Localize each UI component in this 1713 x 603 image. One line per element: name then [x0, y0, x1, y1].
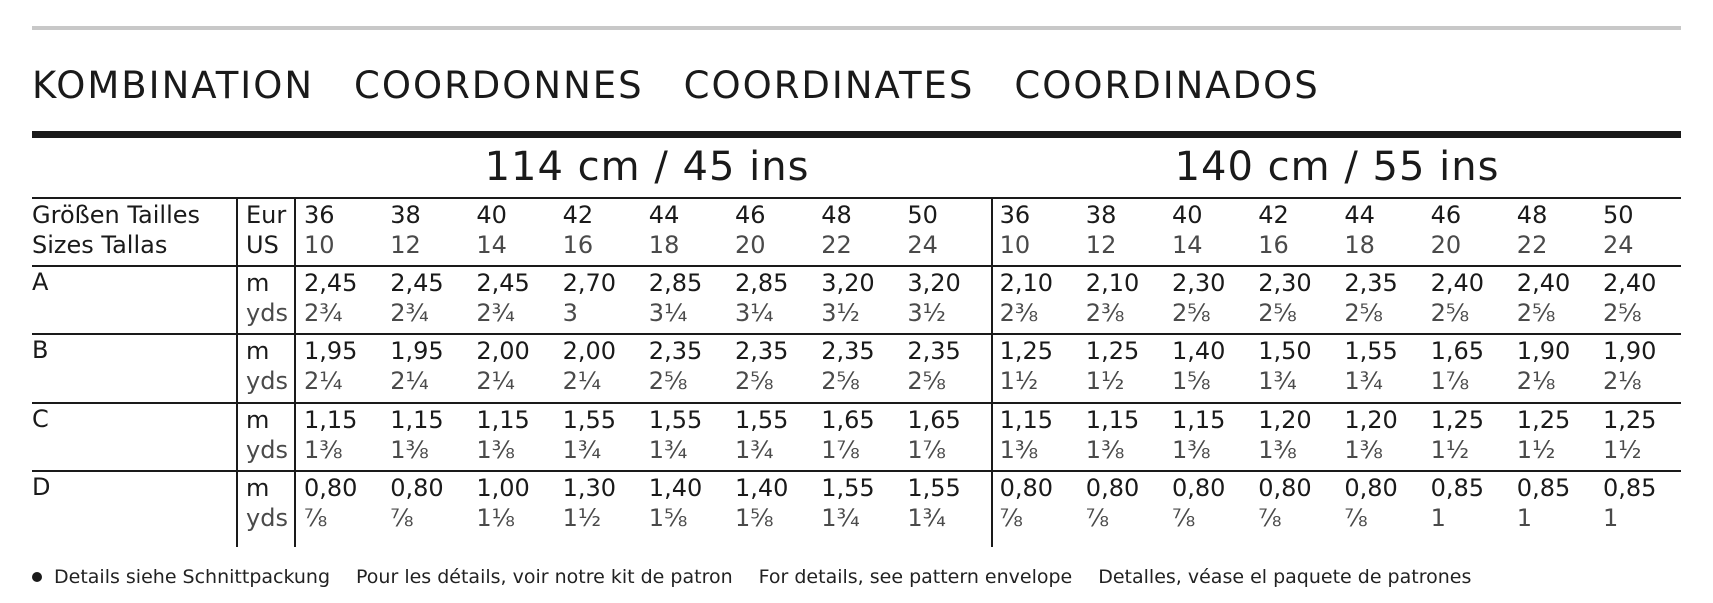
yardage-yards: 1⅜	[390, 436, 429, 464]
size-eur: 46	[1430, 201, 1462, 229]
yardage-meters: 2,40	[1603, 269, 1657, 297]
row-divider	[32, 470, 1681, 472]
yardage-meters: 0,80	[999, 474, 1054, 502]
size-eur: 50	[1603, 201, 1634, 229]
size-eur: 42	[562, 201, 594, 229]
yardage-yards: 2⅝	[1258, 299, 1297, 327]
size-us: 12	[1085, 231, 1117, 259]
size-us: 16	[562, 231, 594, 259]
size-label-line2: Sizes Tallas	[32, 231, 168, 259]
size-eur: 40	[1172, 201, 1203, 229]
yardage-meters: 1,00	[476, 474, 530, 502]
label-column-divider	[236, 197, 238, 547]
unit-m: m	[246, 269, 270, 297]
yardage-yards: 1¾	[735, 436, 774, 464]
yardage-meters: 1,40	[1172, 337, 1226, 365]
yardage-meters: 2,10	[1085, 269, 1140, 297]
yardage-yards: 1½	[562, 504, 602, 532]
yardage-yards: 1½	[1516, 436, 1556, 464]
title-en: COORDINATES	[683, 64, 975, 107]
bullet-icon	[32, 572, 42, 582]
yardage-meters: 1,15	[1172, 406, 1226, 434]
yardage-yards: 1⅞	[821, 436, 860, 464]
size-us: 24	[1603, 231, 1634, 259]
yardage-meters: 0,80	[304, 474, 358, 502]
yardage-meters: 3,20	[821, 269, 875, 297]
size-us: 18	[1344, 231, 1375, 259]
yardage-meters: 2,45	[304, 269, 358, 297]
yardage-yards: 1⅜	[999, 436, 1039, 464]
yardage-meters: 1,15	[999, 406, 1054, 434]
yardage-yards: 2⅝	[1516, 299, 1556, 327]
unit-m: m	[246, 337, 270, 365]
yardage-yards: 2⅝	[1172, 299, 1211, 327]
yardage-yards: 1	[1516, 504, 1533, 532]
yardage-yards: 2⅝	[735, 367, 774, 395]
yardage-yards: 1⅝	[735, 504, 774, 532]
yardage-meters: 1,15	[476, 406, 530, 434]
yardage-meters: 1,55	[648, 406, 703, 434]
yardage-yards: ⅞	[1085, 504, 1110, 532]
yardage-yards: 1⅝	[648, 504, 688, 532]
row-divider	[32, 402, 1681, 404]
yardage-meters: 0,80	[390, 474, 444, 502]
size-eur: 48	[1516, 201, 1548, 229]
row-divider	[32, 197, 1681, 199]
yardage-meters: 1,95	[304, 337, 358, 365]
yardage-meters: 1,40	[735, 474, 789, 502]
yardage-yards: 1⅜	[1344, 436, 1383, 464]
footer-de: Details siehe Schnittpackung	[54, 566, 331, 588]
yardage-meters: 0,85	[1430, 474, 1485, 502]
yardage-meters: 2,30	[1172, 269, 1226, 297]
yardage-yards: 2⅛	[1603, 367, 1642, 395]
yardage-meters: 2,45	[390, 269, 444, 297]
yardage-meters: 1,25	[1603, 406, 1657, 434]
top-divider	[32, 26, 1681, 30]
yardage-yards: ⅞	[304, 504, 328, 532]
yardage-meters: 1,25	[1085, 337, 1140, 365]
yardage-meters: 1,15	[304, 406, 358, 434]
yardage-meters: 2,35	[735, 337, 789, 365]
yardage-meters: 0,80	[1258, 474, 1312, 502]
yardage-meters: 0,80	[1172, 474, 1226, 502]
size-eur: 44	[648, 201, 680, 229]
yardage-yards: 2⅝	[1430, 299, 1470, 327]
footer-note	[32, 566, 1497, 588]
yardage-yards: ⅞	[1258, 504, 1282, 532]
yardage-meters: 0,80	[1344, 474, 1398, 502]
size-us: 16	[1258, 231, 1289, 259]
size-us: 22	[1516, 231, 1548, 259]
yardage-meters: 2,45	[476, 269, 530, 297]
yardage-meters: 2,85	[648, 269, 703, 297]
yardage-meters: 1,55	[735, 406, 789, 434]
yardage-yards: 1⅛	[476, 504, 515, 532]
size-us: 18	[648, 231, 680, 259]
yardage-yards: 2⅜	[1085, 299, 1125, 327]
yardage-yards: 2⅝	[907, 367, 946, 395]
yardage-table	[32, 197, 1681, 547]
yardage-meters: 1,55	[562, 406, 617, 434]
yardage-yards: 1⅜	[1085, 436, 1125, 464]
yardage-yards: 2⅝	[821, 367, 860, 395]
unit-m: m	[246, 474, 270, 502]
yardage-yards: ⅞	[999, 504, 1023, 532]
yardage-meters: 1,90	[1516, 337, 1571, 365]
size-eur: 42	[1258, 201, 1289, 229]
size-us: 12	[390, 231, 421, 259]
title-fr: COORDONNES	[354, 64, 644, 107]
title-underline	[32, 131, 1681, 138]
yardage-yards: 1⅜	[1172, 436, 1211, 464]
yardage-meters: 1,50	[1258, 337, 1312, 365]
size-eur: 48	[821, 201, 852, 229]
size-us: 22	[821, 231, 852, 259]
page-title	[32, 64, 1320, 114]
size-us: 14	[476, 231, 507, 259]
footer-fr: Pour les détails, voir notre kit de patron	[356, 566, 733, 588]
yardage-yards: 2¾	[304, 299, 343, 327]
yardage-yards: 1⅜	[1258, 436, 1297, 464]
view-label: A	[32, 268, 49, 296]
yardage-meters: 2,40	[1516, 269, 1571, 297]
row-divider	[32, 333, 1681, 335]
yardage-yards: 1⅜	[476, 436, 515, 464]
yardage-meters: 1,25	[1516, 406, 1571, 434]
unit-m: m	[246, 406, 270, 434]
yardage-yards: 1½	[999, 367, 1039, 395]
yardage-meters: 1,55	[1344, 337, 1398, 365]
yardage-yards: 2¾	[390, 299, 429, 327]
yardage-yards: 2¼	[476, 367, 515, 395]
view-label: B	[32, 336, 49, 364]
unit-column-divider	[294, 197, 296, 547]
yardage-yards: 1½	[1603, 436, 1642, 464]
yardage-meters: 1,20	[1344, 406, 1398, 434]
size-us: 14	[1172, 231, 1203, 259]
footer-es: Detalles, véase el paquete de patrones	[1098, 566, 1472, 588]
yardage-meters: 2,35	[1344, 269, 1398, 297]
yardage-meters: 1,25	[1430, 406, 1485, 434]
yardage-yards: 3	[562, 299, 578, 327]
yardage-yards: 1½	[1430, 436, 1470, 464]
yardage-yards: 1¾	[562, 436, 602, 464]
yardage-yards: 2⅜	[999, 299, 1039, 327]
unit-yds: yds	[246, 504, 288, 532]
fabric-width-114: 114 cm / 45 ins	[484, 144, 810, 190]
title-de: KOMBINATION	[32, 64, 315, 107]
yardage-yards: 1¾	[821, 504, 860, 532]
size-us: 20	[735, 231, 766, 259]
yardage-yards: 2⅛	[1516, 367, 1556, 395]
yardage-meters: 0,80	[1085, 474, 1140, 502]
yardage-meters: 0,85	[1516, 474, 1571, 502]
yardage-yards: 1⅞	[907, 436, 946, 464]
unit-yds: yds	[246, 299, 288, 327]
yardage-yards: 1⅝	[1172, 367, 1211, 395]
yardage-meters: 1,90	[1603, 337, 1657, 365]
yardage-yards: 1⅜	[304, 436, 343, 464]
yardage-meters: 1,25	[999, 337, 1054, 365]
yardage-yards: 2⅝	[1344, 299, 1383, 327]
yardage-meters: 2,70	[562, 269, 617, 297]
yardage-yards: 1	[1603, 504, 1619, 532]
yardage-meters: 0,85	[1603, 474, 1657, 502]
yardage-meters: 2,30	[1258, 269, 1312, 297]
yardage-meters: 3,20	[907, 269, 961, 297]
eur-label: Eur	[246, 201, 287, 229]
footer-en: For details, see pattern envelope	[758, 566, 1073, 588]
yardage-meters: 2,35	[821, 337, 875, 365]
size-us: 24	[907, 231, 938, 259]
yardage-yards: 1¾	[648, 436, 688, 464]
yardage-meters: 2,00	[476, 337, 530, 365]
us-label light: US	[246, 231, 279, 259]
yardage-meters: 1,20	[1258, 406, 1312, 434]
yardage-meters: 2,40	[1430, 269, 1485, 297]
yardage-meters: 1,15	[1085, 406, 1140, 434]
view-label: D	[32, 473, 51, 501]
yardage-meters: 2,00	[562, 337, 617, 365]
yardage-meters: 2,85	[735, 269, 789, 297]
row-divider	[32, 265, 1681, 267]
yardage-yards: 1¾	[1344, 367, 1383, 395]
yardage-yards: 2¼	[390, 367, 429, 395]
yardage-meters: 1,40	[648, 474, 703, 502]
yardage-meters: 1,55	[821, 474, 875, 502]
yardage-yards: 3½	[821, 299, 860, 327]
yardage-yards: ⅞	[1172, 504, 1196, 532]
yardage-yards: ⅞	[390, 504, 414, 532]
size-us: 10	[304, 231, 335, 259]
yardage-yards: 1½	[1085, 367, 1125, 395]
yardage-meters: 1,15	[390, 406, 444, 434]
unit-yds: yds	[246, 436, 288, 464]
unit-yds: yds	[246, 367, 288, 395]
yardage-yards: 3½	[907, 299, 946, 327]
yardage-yards: 1¾	[907, 504, 946, 532]
yardage-yards: 1	[1430, 504, 1446, 532]
yardage-meters: 1,65	[1430, 337, 1485, 365]
size-eur: 40	[476, 201, 507, 229]
view-label: C	[32, 405, 49, 433]
size-us: 20	[1430, 231, 1462, 259]
yardage-meters: 1,65	[907, 406, 961, 434]
fabric-width-140: 140 cm / 55 ins	[1174, 144, 1500, 190]
yardage-yards: 2¾	[476, 299, 515, 327]
yardage-meters: 2,35	[648, 337, 703, 365]
size-eur: 38	[390, 201, 421, 229]
yardage-yards: 3¼	[648, 299, 688, 327]
yardage-meters: 1,65	[821, 406, 875, 434]
size-label-line1: Größen Tailles	[32, 201, 201, 229]
size-us: 10	[999, 231, 1031, 259]
yardage-yards: 2¼	[304, 367, 343, 395]
width-group-divider	[991, 197, 993, 547]
size-eur: 46	[735, 201, 766, 229]
title-es: COORDINADOS	[1014, 64, 1320, 107]
size-eur: 36	[999, 201, 1031, 229]
size-eur: 44	[1344, 201, 1375, 229]
yardage-meters: 1,95	[390, 337, 444, 365]
yardage-meters: 2,10	[999, 269, 1054, 297]
yardage-yards: 3¼	[735, 299, 774, 327]
yardage-yards: ⅞	[1344, 504, 1368, 532]
size-eur: 38	[1085, 201, 1117, 229]
yardage-yards: 1⅞	[1430, 367, 1470, 395]
size-eur: 50	[907, 201, 938, 229]
yardage-meters: 1,30	[562, 474, 617, 502]
yardage-meters: 1,55	[907, 474, 961, 502]
yardage-yards: 2⅝	[1603, 299, 1642, 327]
yardage-yards: 2⅝	[648, 367, 688, 395]
size-eur: 36	[304, 201, 335, 229]
yardage-meters: 2,35	[907, 337, 961, 365]
yardage-yards: 2¼	[562, 367, 602, 395]
yardage-yards: 1¾	[1258, 367, 1297, 395]
